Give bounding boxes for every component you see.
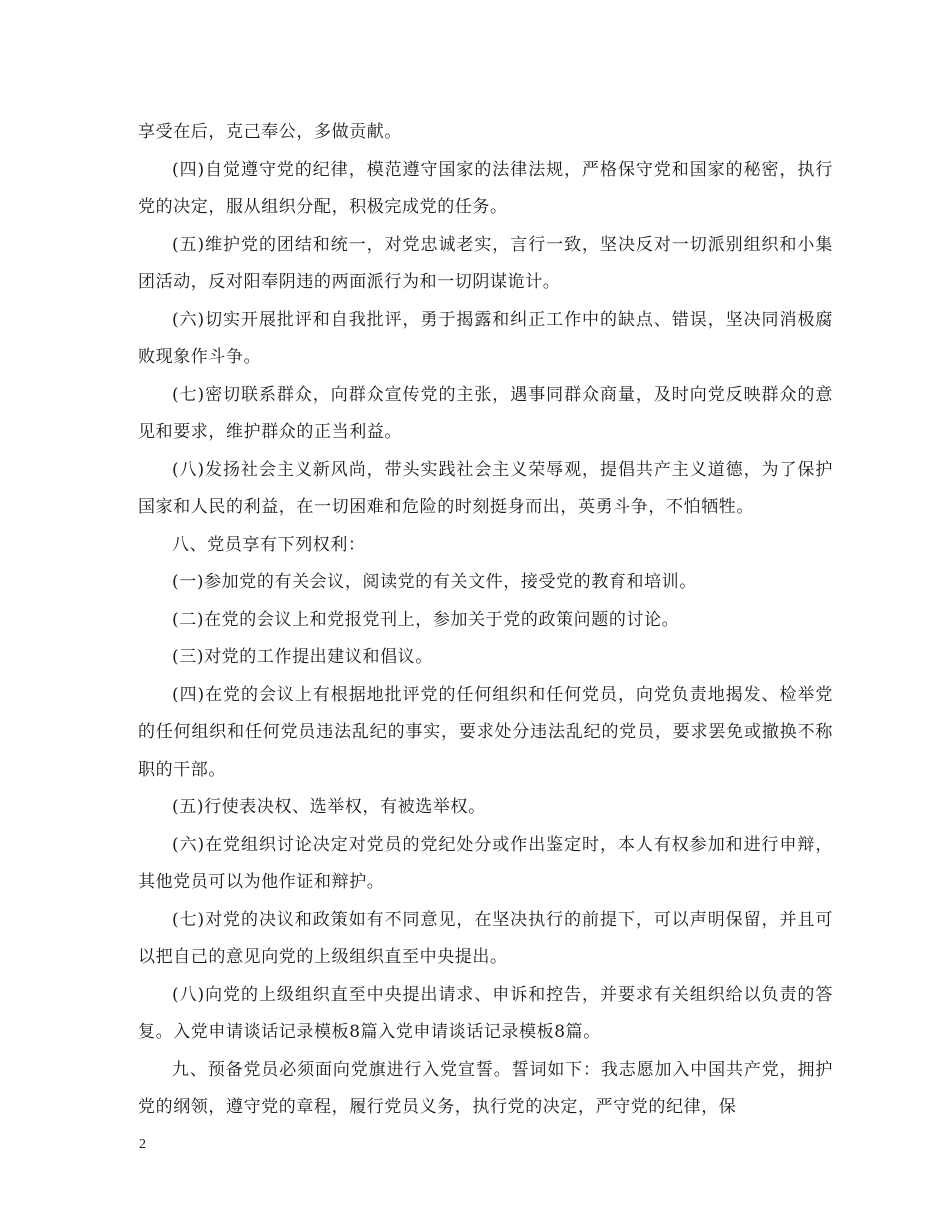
section-heading: 八、党员享有下列权利： (172, 534, 366, 555)
paragraph: (八)向党的上级组织直至中央提出请求、申诉和控告，并要求有关组织给以负责的答复。入党申请谈话记录模板8篇入党申请谈话记录模板8篇。 (138, 984, 833, 1042)
paragraph: (四)在党的会议上有根据地批评党的任何组织和任何党员，向党负责地揭发、检举党的任何组织和任何党员违法乱纪的事实，要求处分违法乱纪的党员，要求罢免或撤换不称职的干部。 (138, 684, 833, 780)
paragraph: (五)维护党的团结和统一，对党忠诚老实，言行一致，坚决反对一切派别组织和小集团活动，反对阳奉阴违的两面派行为和一切阴谋诡计。 (138, 234, 833, 292)
paragraph: (六)切实开展批评和自我批评，勇于揭露和纠正工作中的缺点、错误，坚决同消极腐败现象作斗争。 (138, 309, 833, 367)
paragraph: (五)行使表决权、选举权，有被选举权。 (172, 797, 486, 817)
page-number: 2 (139, 1137, 146, 1152)
paragraph: (七)对党的决议和政策如有不同意见，在坚决执行的前提下，可以声明保留，并且可以把自己的意见向党的上级组织直至中央提出。 (138, 909, 833, 967)
paragraph: (七)密切联系群众，向群众宣传党的主张，遇事同群众商量，及时向党反映群众的意见和要求，维护群众的正当利益。 (138, 384, 833, 442)
paragraph: (三)对党的工作提出建议和倡议。 (172, 647, 433, 667)
paragraph: 九、预备党员必须面向党旗进行入党宣誓。誓词如下：我志愿加入中国共产党，拥护党的纲领，遵守党的章程，履行党员义务，执行党的决定，严守党的纪律，保 (138, 1059, 833, 1117)
paragraph: (八)发扬社会主义新风尚，带头实践社会主义荣辱观，提倡共产主义道德，为了保护国家和人民的利益，在一切困难和危险的时刻挺身而出，英勇斗争，不怕牺牲。 (138, 459, 833, 517)
paragraph: 享受在后，克己奉公，多做贡献。 (138, 122, 402, 142)
paragraph: (四)自觉遵守党的纪律，模范遵守国家的法律法规，严格保守党和国家的秘密，执行党的决定，服从组织分配，积极完成党的任务。 (138, 159, 833, 217)
paragraph: (六)在党组织讨论决定对党员的党纪处分或作出鉴定时，本人有权参加和进行申辩，其他党员可以为他作证和辩护。 (138, 834, 833, 892)
body-text (138, 114, 833, 1127)
paragraph: (一)参加党的有关会议，阅读党的有关文件，接受党的教育和培训。 (172, 572, 697, 592)
paragraph: (二)在党的会议上和党报党刊上，参加关于党的政策问题的讨论。 (172, 609, 680, 630)
